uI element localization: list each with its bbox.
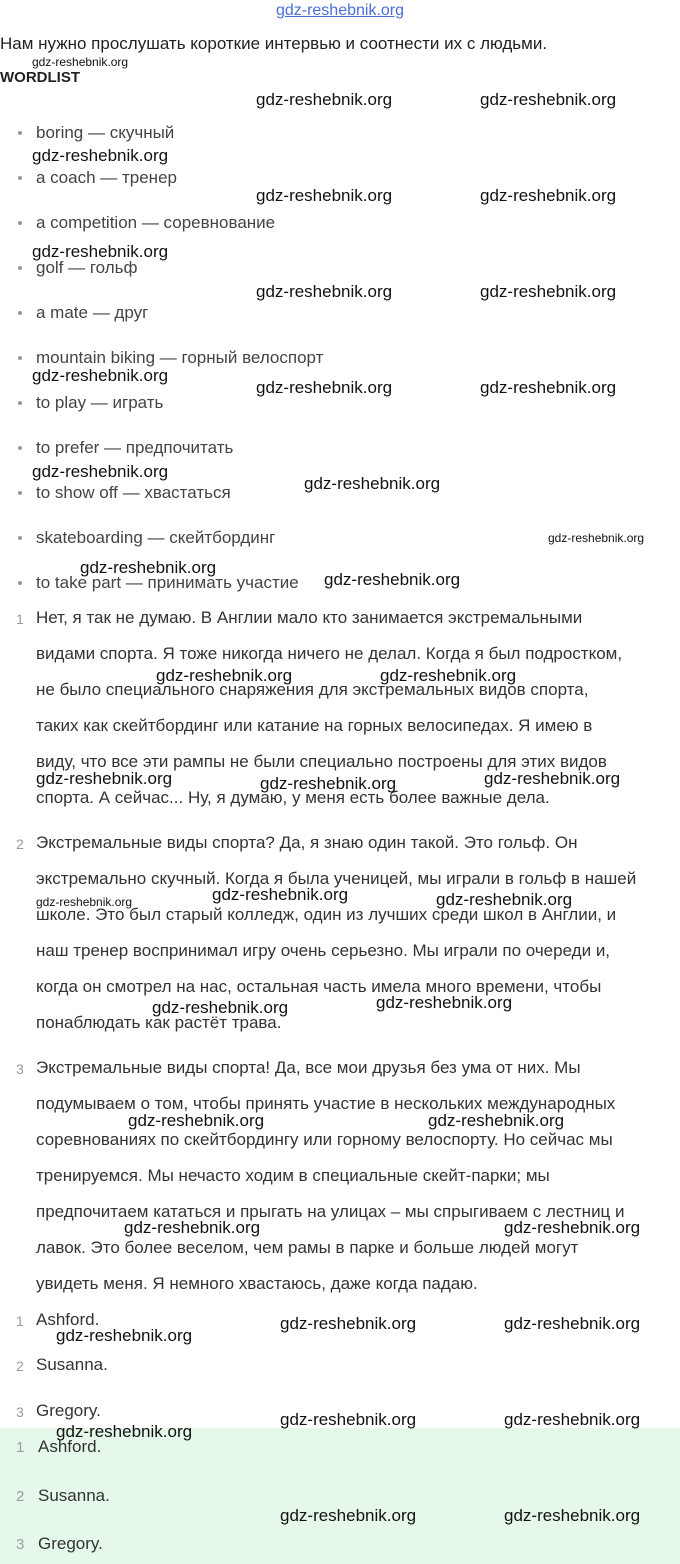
- watermark-text: gdz-reshebnik.org: [32, 242, 169, 261]
- watermark-text: gdz-reshebnik.org: [504, 1314, 641, 1333]
- transcript-line: школе. Это был старый колледж, один из лучших среди школ в Англии, и: [36, 905, 617, 924]
- watermark-text: gdz-reshebnik.org: [260, 774, 397, 793]
- watermark-text: gdz-reshebnik.org: [484, 769, 621, 788]
- watermark-text: gdz-reshebnik.org: [480, 282, 617, 301]
- transcript-line: тренируемся. Мы нечасто ходим в специальные скейт-парки; мы: [36, 1166, 550, 1185]
- transcript-line: подумываем о том, чтобы принять участие в нескольких международных: [36, 1094, 616, 1113]
- watermark-text: gdz-reshebnik.org: [36, 895, 133, 909]
- answer-name: Ashford.: [36, 1310, 100, 1329]
- bullet-dot-icon: [18, 221, 22, 225]
- wordlist-item: [18, 303, 148, 323]
- answer-number: 1: [16, 1313, 24, 1329]
- watermark-text: gdz-reshebnik.org: [256, 378, 393, 397]
- watermark-text: gdz-reshebnik.org: [156, 666, 293, 685]
- wordlist-item-text: a mate — друг: [36, 303, 149, 322]
- watermark-text: gdz-reshebnik.org: [32, 366, 169, 385]
- transcript-line: таких как скейтбординг или катание на горных велосипедах. Я имею в: [36, 716, 593, 735]
- transcript-number: 3: [16, 1061, 24, 1077]
- bullet-dot-icon: [18, 536, 22, 540]
- transcript-line: Нет, я так не думаю. В Англии мало кто занимается экстремальными: [36, 608, 583, 627]
- watermark-text: gdz-reshebnik.org: [256, 282, 393, 301]
- wordlist-item-text: skateboarding — скейтбординг: [36, 528, 276, 547]
- transcript-line: предпочитаем кататься и прыгать на улицах – мы спрыгиваем с лестниц и: [36, 1202, 625, 1221]
- watermark-text: gdz-reshebnik.org: [480, 378, 617, 397]
- transcript-line: соревнованиях по скейтбордингу или горному велоспорту. Но сейчас мы: [36, 1130, 613, 1149]
- transcript-line: видами спорта. Я тоже никогда ничего не делал. Когда я был подростком,: [36, 644, 623, 663]
- wordlist-item-text: a competition — соревнование: [36, 213, 276, 232]
- wordlist-item-text: boring — скучный: [36, 123, 175, 142]
- watermark-text: gdz-reshebnik.org: [256, 186, 393, 205]
- watermark-text: gdz-reshebnik.org: [436, 890, 573, 909]
- highlighted-answer-name: Gregory.: [38, 1534, 103, 1553]
- wordlist-item-text: to prefer — предпочитать: [36, 438, 234, 457]
- watermark-text: gdz-reshebnik.org: [504, 1410, 641, 1429]
- watermark-text: gdz-reshebnik.org: [32, 462, 169, 481]
- transcript-line: когда он смотрел на нас, остальная часть имела много времени, чтобы: [36, 977, 602, 996]
- watermark-text: gdz-reshebnik.org: [324, 570, 461, 589]
- wordlist-item-text: mountain biking — горный велоспорт: [36, 348, 324, 367]
- wordlist-item-text: golf — гольф: [36, 258, 138, 277]
- watermark-text: gdz-reshebnik.org: [280, 1410, 417, 1429]
- watermark-text: gdz-reshebnik.org: [504, 1218, 641, 1237]
- wordlist-item: [18, 123, 174, 143]
- bullet-dot-icon: [18, 266, 22, 270]
- transcript-line: Экстремальные виды спорта? Да, я знаю один такой. Это гольф. Он: [36, 833, 578, 852]
- bullet-dot-icon: [18, 491, 22, 495]
- watermark-text: gdz-reshebnik.org: [32, 146, 169, 165]
- wordlist-item-text: to show off — хвастаться: [36, 483, 231, 502]
- watermark-text: gdz-reshebnik.org: [280, 1506, 417, 1525]
- watermark-text: gdz-reshebnik.org: [56, 1326, 193, 1345]
- site-header-link[interactable]: gdz-reshebnik.org: [275, 2, 405, 19]
- watermark-text: gdz-reshebnik.org: [480, 90, 617, 109]
- wordlist-item: [18, 168, 177, 188]
- answer-name: Gregory.: [36, 1401, 101, 1420]
- watermark-text: gdz-reshebnik.org: [36, 769, 173, 788]
- transcript-line: спорта. А сейчас... Ну, я думаю, у меня есть более важные дела.: [36, 788, 550, 807]
- watermark-text: gdz-reshebnik.org: [152, 998, 289, 1017]
- bullet-dot-icon: [18, 401, 22, 405]
- highlighted-answer-number: 1: [16, 1439, 25, 1456]
- watermark-text: gdz-reshebnik.org: [80, 558, 217, 577]
- bullet-dot-icon: [18, 176, 22, 180]
- highlighted-answer-number: 2: [16, 1488, 25, 1505]
- answer-number: 2: [16, 1358, 24, 1374]
- watermark-text: gdz-reshebnik.org: [304, 474, 441, 493]
- transcript-line: лавок. Это более веселом, чем рамы в парке и больше людей могут: [36, 1238, 579, 1257]
- bullet-dot-icon: [18, 581, 22, 585]
- answer-number: 3: [16, 1404, 24, 1420]
- transcript-line: не было специального снаряжения для экстремальных видов спорта,: [36, 680, 589, 699]
- watermark-text: gdz-reshebnik.org: [128, 1111, 265, 1130]
- wordlist-item: [18, 348, 323, 368]
- watermark-text: gdz-reshebnik.org: [256, 90, 393, 109]
- highlighted-answer-name: Susanna.: [38, 1486, 110, 1505]
- watermark-text: gdz-reshebnik.org: [428, 1111, 565, 1130]
- watermark-text: gdz-reshebnik.org: [376, 993, 513, 1012]
- transcript-line: виду, что все эти рампы не были специально построены для этих видов: [36, 752, 607, 771]
- watermark-text: gdz-reshebnik.org: [504, 1506, 641, 1525]
- transcript-line: экстремально скучный. Когда я была ученицей, мы играли в гольф в нашей: [36, 869, 637, 888]
- watermark-text: gdz-reshebnik.org: [56, 1422, 193, 1441]
- watermark-text: gdz-reshebnik.org: [212, 885, 349, 904]
- highlighted-answer-name: Ashford.: [38, 1437, 102, 1456]
- bullet-dot-icon: [18, 446, 22, 450]
- transcript-line: Экстремальные виды спорта! Да, все мои друзья без ума от них. Мы: [36, 1058, 581, 1077]
- wordlist-title: WORDLIST: [0, 69, 80, 86]
- wordlist-item: [18, 438, 233, 458]
- wordlist-item: [18, 213, 275, 233]
- wordlist-item-text: to play — играть: [36, 393, 164, 412]
- watermark-text: gdz-reshebnik.org: [280, 1314, 417, 1333]
- transcript-line: увидеть меня. Я немного хвастаюсь, даже когда падаю.: [36, 1274, 478, 1293]
- watermark-text: gdz-reshebnik.org: [480, 186, 617, 205]
- watermark-text: gdz-reshebnik.org: [124, 1218, 261, 1237]
- watermark-text: gdz-reshebnik.org: [548, 531, 645, 545]
- answer-name: Susanna.: [36, 1355, 108, 1374]
- highlighted-answer-number: 3: [16, 1536, 25, 1553]
- bullet-dot-icon: [18, 356, 22, 360]
- bullet-dot-icon: [18, 311, 22, 315]
- watermark-text: gdz-reshebnik.org: [32, 55, 129, 69]
- wordlist-item: [18, 528, 275, 548]
- wordlist-item-text: a coach — тренер: [36, 168, 177, 187]
- transcript-number: 2: [16, 836, 24, 852]
- transcript-line: наш тренер воспринимал игру очень серьезно. Мы играли по очереди и,: [36, 941, 611, 960]
- bullet-dot-icon: [18, 131, 22, 135]
- wordlist-item: [18, 483, 231, 503]
- transcript-number: 1: [16, 611, 24, 627]
- wordlist-item-text: to take part — принимать участие: [36, 573, 299, 592]
- wordlist-item: [18, 393, 163, 413]
- watermark-text: gdz-reshebnik.org: [380, 666, 517, 685]
- intro-text: Нам нужно прослушать короткие интервью и соотнести их с людьми.: [0, 34, 548, 53]
- transcript-line: понаблюдать как растёт трава.: [36, 1013, 282, 1032]
